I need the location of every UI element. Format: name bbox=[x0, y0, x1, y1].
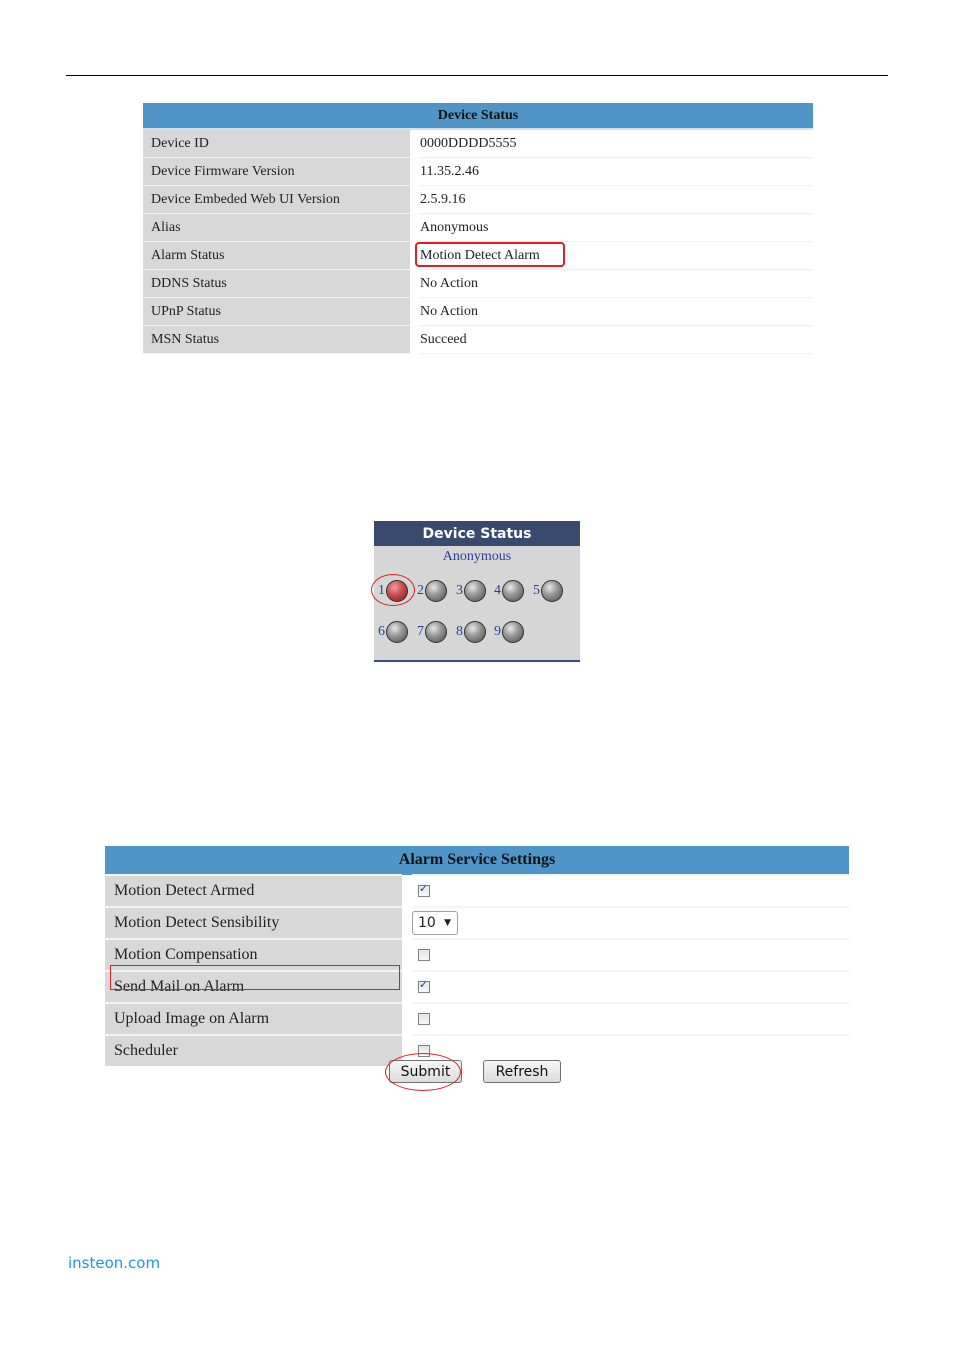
scheduler-label: Scheduler bbox=[105, 1035, 402, 1066]
web-ui-version-label: Device Embeded Web UI Version bbox=[143, 186, 410, 214]
table-row bbox=[105, 875, 849, 907]
status-indicator-icon bbox=[425, 621, 447, 643]
camera-6-number: 6 bbox=[378, 624, 385, 639]
camera-7-number: 7 bbox=[417, 624, 424, 639]
table-row bbox=[143, 298, 813, 326]
device-id-value: 0000DDDD5555 bbox=[419, 129, 813, 158]
camera-6[interactable] bbox=[375, 621, 408, 643]
motion-sensibility-label: Motion Detect Sensibility bbox=[105, 907, 402, 939]
alarm-settings-title: Alarm Service Settings bbox=[105, 846, 849, 875]
motion-compensation-label: Motion Compensation bbox=[105, 939, 402, 971]
ddns-status-value: No Action bbox=[419, 270, 813, 298]
send-mail-label: Send Mail on Alarm bbox=[105, 971, 402, 1003]
chevron-down-icon: ▼ bbox=[444, 918, 451, 928]
status-indicator-icon bbox=[502, 621, 524, 643]
upnp-status-label: UPnP Status bbox=[143, 298, 410, 326]
table-row bbox=[143, 158, 813, 186]
status-indicator-icon bbox=[425, 580, 447, 602]
motion-detect-armed-checkbox[interactable] bbox=[418, 885, 430, 897]
camera-1-highlight bbox=[371, 574, 415, 606]
camera-7[interactable] bbox=[414, 621, 447, 643]
msn-status-label: MSN Status bbox=[143, 326, 410, 354]
alias-value: Anonymous bbox=[419, 214, 813, 242]
submit-highlight bbox=[385, 1053, 461, 1091]
table-row bbox=[105, 907, 849, 939]
footer-link[interactable]: insteon.com bbox=[68, 1254, 161, 1272]
table-row bbox=[143, 129, 813, 158]
send-mail-checkbox[interactable] bbox=[418, 981, 430, 993]
table-row bbox=[143, 186, 813, 214]
alarm-settings-table bbox=[105, 846, 849, 1066]
upnp-status-value: No Action bbox=[419, 298, 813, 326]
camera-8-number: 8 bbox=[456, 624, 463, 639]
widget-alias[interactable]: Anonymous bbox=[442, 549, 512, 564]
alarm-status-label: Alarm Status bbox=[143, 242, 410, 270]
submit-button[interactable]: Submit bbox=[389, 1060, 462, 1083]
refresh-button[interactable]: Refresh bbox=[483, 1060, 561, 1083]
page-top-rule bbox=[66, 75, 888, 76]
status-indicator-icon bbox=[464, 580, 486, 602]
status-indicator-icon bbox=[464, 621, 486, 643]
camera-9-number: 9 bbox=[494, 624, 501, 639]
alarm-status-highlight bbox=[415, 242, 565, 267]
camera-2[interactable] bbox=[414, 580, 447, 602]
camera-4-number: 4 bbox=[494, 583, 501, 598]
camera-9[interactable] bbox=[491, 621, 524, 643]
firmware-version-label: Device Firmware Version bbox=[143, 158, 410, 186]
status-indicator-icon bbox=[502, 580, 524, 602]
camera-3[interactable] bbox=[453, 580, 486, 602]
alarm-status-value: Motion Detect Alarm bbox=[419, 242, 813, 270]
camera-3-number: 3 bbox=[456, 583, 463, 598]
camera-2-number: 2 bbox=[417, 583, 424, 598]
ddns-status-label: DDNS Status bbox=[143, 270, 410, 298]
status-indicator-icon bbox=[386, 621, 408, 643]
widget-title: Device Status bbox=[374, 521, 580, 546]
camera-1-number: 1 bbox=[378, 583, 385, 598]
motion-sensibility-select[interactable] bbox=[412, 911, 458, 935]
send-mail-highlight bbox=[110, 965, 400, 990]
button-row bbox=[105, 1057, 849, 1087]
camera-4[interactable] bbox=[491, 580, 524, 602]
motion-detect-armed-label: Motion Detect Armed bbox=[105, 875, 402, 907]
firmware-version-value: 11.35.2.46 bbox=[419, 158, 813, 186]
msn-status-value: Succeed bbox=[419, 326, 813, 354]
status-indicator-icon bbox=[541, 580, 563, 602]
table-row bbox=[143, 326, 813, 354]
device-status-table bbox=[143, 103, 813, 354]
table-row bbox=[143, 214, 813, 242]
camera-5[interactable] bbox=[530, 580, 563, 602]
table-row bbox=[105, 1003, 849, 1035]
web-ui-version-value: 2.5.9.16 bbox=[419, 186, 813, 214]
motion-compensation-checkbox[interactable] bbox=[418, 949, 430, 961]
table-row bbox=[143, 270, 813, 298]
upload-image-checkbox[interactable] bbox=[418, 1013, 430, 1025]
camera-5-number: 5 bbox=[533, 583, 540, 598]
upload-image-label: Upload Image on Alarm bbox=[105, 1003, 402, 1035]
sensibility-value: 10 bbox=[418, 915, 436, 931]
device-status-title: Device Status bbox=[143, 103, 813, 129]
alias-label: Alias bbox=[143, 214, 410, 242]
device-id-label: Device ID bbox=[143, 129, 410, 158]
camera-8[interactable] bbox=[453, 621, 486, 643]
